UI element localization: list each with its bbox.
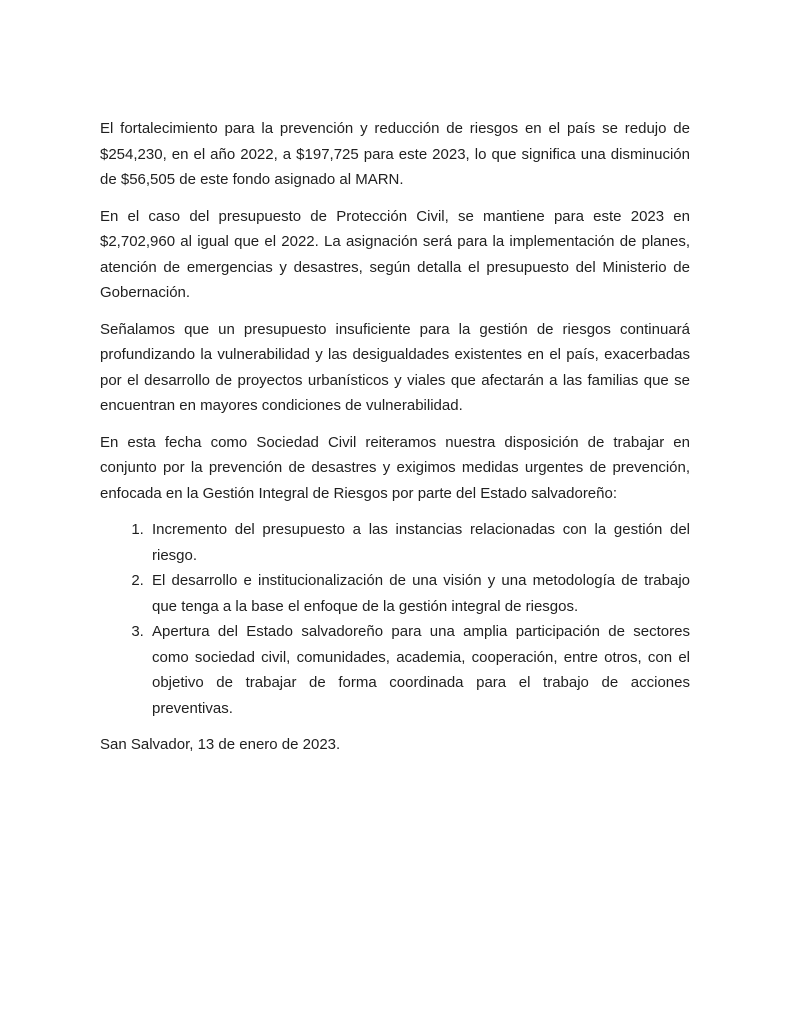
- list-item-1: 1. Incremento del presupuesto a las instancias relacionadas con la gestión del riesgo.: [148, 517, 690, 568]
- paragraph-sociedad-civil: En esta fecha como Sociedad Civil reiteramos nuestra disposición de trabajar en conjunto por la prevención de desastres y exigimos medidas urgentes de prevención, enfocada en la Gestión Integral de Riesgos por parte del Estado salvadoreño:: [100, 433, 690, 502]
- date-line: San Salvador, 13 de enero de 2023.: [100, 736, 341, 753]
- demands-list: [100, 517, 690, 721]
- list-item-2: 2. El desarrollo e institucionalización de una visión y una metodología de trabajo que tenga a la base el enfoque de la gestión integral de riesgos.: [148, 568, 690, 619]
- paragraph-budget-reduction: El fortalecimiento para la prevención y reducción de riesgos en el país se redujo de $254,230, en el año 2022, a $197,725 para este 2023, lo que significa una disminución de $56,505 de este fondo asignado al MARN.: [100, 120, 690, 188]
- document-body: [100, 116, 690, 769]
- paragraph-proteccion-civil: En el caso del presupuesto de Protección Civil, se mantiene para este 2023 en $2,702,960 al igual que el 2022. La asignación será para la implementación de planes, atención de emergencias y desastres, según detalla el presupuesto del Ministerio de Gobernación.: [100, 207, 690, 301]
- list-item-3: 3. Apertura del Estado salvadoreño para una amplia participación de sectores como sociedad civil, comunidades, academia, cooperación, entre otros, con el objetivo de trabajar de forma coordinada para el trabajo de acciones preventivas.: [148, 619, 690, 721]
- paragraph-insufficient-budget: Señalamos que un presupuesto insuficiente para la gestión de riesgos continuará profundizando la vulnerabilidad y las desigualdades existentes en el país, exacerbadas por el desarrollo de proyectos urbanísticos y viales que afectarán a las familias que se encuentran en mayores condiciones de vulnerabilidad.: [100, 320, 690, 414]
